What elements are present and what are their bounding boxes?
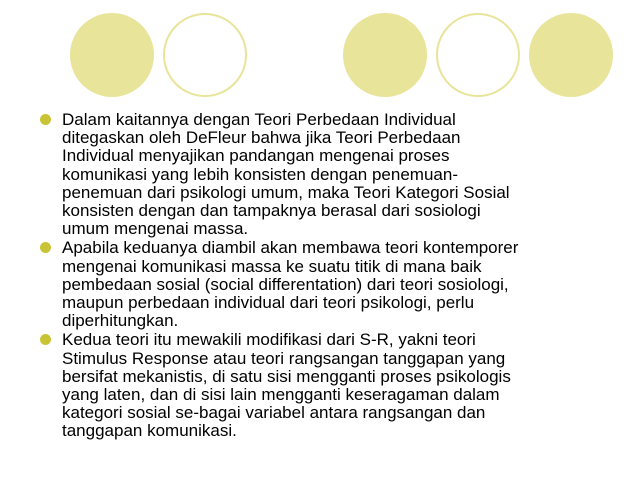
- text-line: bersifat mekanistis, di satu sisi mengganti proses psikologis: [62, 366, 511, 386]
- text-line: kategori sosial se-bagai variabel antara rangsangan dan: [62, 403, 486, 423]
- text-line: maupun perbedaan individual dari teori psikologi, perlu: [62, 293, 475, 313]
- decorative-filled-circle: [70, 13, 154, 97]
- text-line: konsisten dengan dan tampaknya berasal dari sosiologi: [62, 201, 481, 221]
- text-line: penemuan dari psikologi umum, maka Teori Kategori Sosial: [62, 182, 510, 202]
- text-line: Stimulus Response atau teori rangsangan tanggapan yang: [62, 348, 506, 368]
- decorative-filled-circle: [343, 13, 427, 97]
- bullet-dot-icon: [40, 334, 51, 345]
- bullet-dot-icon: [40, 114, 51, 125]
- text-line: Apabila keduanya diambil akan membawa teori kontemporer: [62, 238, 519, 258]
- text-line: pembedaan sosial (social differentation) dari teori sosiologi,: [62, 274, 509, 294]
- text-line: diperhitungkan.: [62, 311, 179, 331]
- bullet-list: [40, 111, 610, 442]
- decorative-outline-circle: [436, 13, 520, 97]
- bullet-dot-icon: [40, 242, 51, 253]
- text-line: Individual menyajikan pandangan mengenai proses: [62, 146, 450, 166]
- text-line: Kedua teori itu mewakili modifikasi dari S-R, yakni teori: [62, 330, 476, 350]
- text-line: komunikasi yang lebih konsisten dengan penemuan-: [62, 164, 458, 184]
- bullet-item: [40, 239, 610, 330]
- text-line: ditegaskan oleh DeFleur bahwa jika Teori Perbedaan: [62, 128, 461, 148]
- bullet-item: [40, 111, 610, 238]
- decorative-filled-circle: [529, 13, 613, 97]
- text-line: Dalam kaitannya dengan Teori Perbedaan Individual: [62, 110, 456, 129]
- decorative-outline-circle: [163, 13, 247, 97]
- text-line: mengenai komunikasi massa ke suatu titik di mana baik: [62, 256, 482, 276]
- text-line: yang laten, dan di sisi lain mengganti keseragaman dalam: [62, 385, 500, 405]
- text-line: tanggapan komunikasi.: [62, 421, 237, 441]
- text-line: umum mengenai massa.: [62, 219, 249, 239]
- bullet-item: [40, 331, 610, 440]
